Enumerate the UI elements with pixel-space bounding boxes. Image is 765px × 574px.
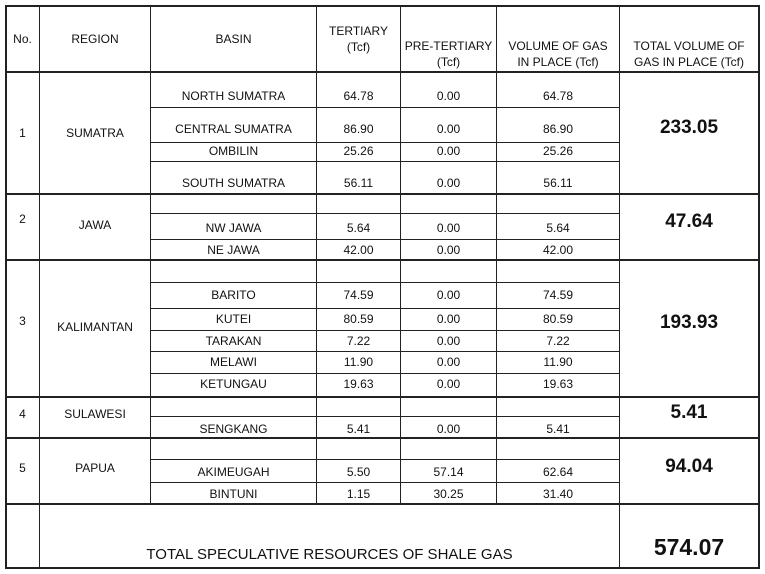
volume-value: 62.64 bbox=[542, 465, 574, 479]
grand-total-label: TOTAL SPECULATIVE RESOURCES OF SHALE GAS bbox=[146, 546, 513, 563]
basin-name: SOUTH SUMATRA bbox=[181, 176, 286, 190]
row-divider bbox=[150, 330, 620, 331]
basin-name: BARITO bbox=[211, 288, 256, 302]
header-total-volume: TOTAL VOLUME OF bbox=[633, 39, 745, 53]
row-divider bbox=[150, 308, 620, 309]
volume-value: 5.41 bbox=[546, 422, 570, 436]
row-divider bbox=[150, 351, 620, 352]
volume-value: 31.40 bbox=[542, 487, 574, 501]
table-border-right bbox=[758, 5, 760, 569]
region-total: 94.04 bbox=[665, 456, 713, 477]
pre-tertiary-value: 0.00 bbox=[436, 312, 461, 326]
tertiary-value: 56.11 bbox=[343, 176, 374, 190]
col-divider bbox=[39, 5, 40, 569]
table-border-top bbox=[5, 5, 760, 7]
tertiary-value: 80.59 bbox=[343, 312, 374, 326]
pre-tertiary-value: 0.00 bbox=[436, 334, 461, 348]
header-tertiary-unit: (Tcf) bbox=[346, 40, 371, 54]
volume-value: 74.59 bbox=[542, 288, 574, 302]
region-no: 4 bbox=[19, 407, 26, 421]
region-total: 193.93 bbox=[659, 312, 719, 333]
row-divider bbox=[150, 213, 620, 214]
volume-value: 5.64 bbox=[546, 221, 570, 235]
header-volume: VOLUME OF GAS bbox=[508, 39, 608, 53]
basin-name: BINTUNI bbox=[209, 487, 258, 501]
tertiary-value: 11.90 bbox=[343, 355, 374, 369]
volume-value: 19.63 bbox=[542, 377, 574, 391]
row-divider bbox=[150, 459, 620, 460]
header-volume-unit: IN PLACE (Tcf) bbox=[517, 55, 599, 69]
tertiary-value: 7.22 bbox=[346, 334, 371, 348]
region-name: SUMATRA bbox=[66, 126, 124, 140]
volume-value: 80.59 bbox=[542, 312, 574, 326]
volume-value: 42.00 bbox=[542, 243, 574, 257]
region-divider bbox=[5, 437, 760, 439]
basin-name: MELAWI bbox=[210, 355, 257, 369]
header-total-volume-unit: GAS IN PLACE (Tcf) bbox=[633, 55, 745, 69]
basin-name: CENTRAL SUMATRA bbox=[175, 122, 292, 136]
basin-name: SENGKANG bbox=[199, 422, 268, 436]
header-region: REGION bbox=[71, 32, 119, 46]
row-divider bbox=[150, 161, 620, 162]
row-divider bbox=[150, 373, 620, 374]
row-divider bbox=[150, 482, 620, 483]
volume-value: 7.22 bbox=[546, 334, 570, 348]
basin-name: KETUNGAU bbox=[200, 377, 267, 391]
row-divider bbox=[150, 142, 620, 143]
tertiary-value: 5.41 bbox=[346, 422, 371, 436]
volume-value: 64.78 bbox=[542, 89, 574, 103]
header-pre-tertiary-unit: (Tcf) bbox=[436, 55, 461, 69]
tertiary-value: 1.15 bbox=[346, 487, 371, 501]
table-border-bottom bbox=[5, 567, 760, 569]
header-pre-tertiary: PRE-TERTIARY bbox=[404, 39, 493, 53]
pre-tertiary-value: 0.00 bbox=[436, 176, 461, 190]
tertiary-value: 5.50 bbox=[346, 465, 371, 479]
volume-value: 56.11 bbox=[543, 176, 573, 190]
region-total: 5.41 bbox=[670, 402, 708, 423]
region-divider bbox=[5, 193, 760, 195]
row-divider bbox=[150, 107, 620, 108]
basin-name: KUTEI bbox=[215, 312, 252, 326]
pre-tertiary-value: 57.14 bbox=[433, 465, 464, 479]
pre-tertiary-value: 0.00 bbox=[436, 144, 461, 158]
tertiary-value: 74.59 bbox=[343, 288, 374, 302]
tertiary-value: 25.26 bbox=[343, 144, 374, 158]
grand-total-value: 574.07 bbox=[653, 534, 725, 560]
region-divider bbox=[5, 396, 760, 398]
pre-tertiary-value: 0.00 bbox=[436, 377, 461, 391]
header-tertiary: TERTIARY bbox=[329, 24, 388, 38]
col-divider bbox=[619, 5, 620, 569]
header-basin: BASIN bbox=[215, 32, 252, 46]
pre-tertiary-value: 0.00 bbox=[436, 243, 461, 257]
basin-name: OMBILIN bbox=[208, 144, 259, 158]
row-divider bbox=[150, 282, 620, 283]
volume-value: 11.90 bbox=[543, 355, 573, 369]
pre-tertiary-value: 0.00 bbox=[436, 122, 461, 136]
pre-tertiary-value: 30.25 bbox=[433, 487, 464, 501]
basin-name: NORTH SUMATRA bbox=[181, 89, 286, 103]
region-total: 47.64 bbox=[665, 211, 713, 232]
pre-tertiary-value: 0.00 bbox=[436, 89, 461, 103]
tertiary-value: 86.90 bbox=[343, 122, 374, 136]
region-total: 233.05 bbox=[659, 117, 719, 138]
region-divider bbox=[5, 259, 760, 261]
basin-name: NW JAWA bbox=[205, 221, 262, 235]
region-name: SULAWESI bbox=[64, 407, 126, 421]
header-divider bbox=[5, 71, 760, 73]
pre-tertiary-value: 0.00 bbox=[436, 221, 461, 235]
region-no: 2 bbox=[19, 212, 26, 226]
region-name: JAWA bbox=[78, 218, 112, 232]
region-divider bbox=[5, 503, 760, 505]
row-divider bbox=[150, 239, 620, 240]
volume-value: 25.26 bbox=[542, 144, 574, 158]
region-no: 1 bbox=[19, 126, 26, 140]
pre-tertiary-value: 0.00 bbox=[436, 288, 461, 302]
basin-name: TARAKAN bbox=[205, 334, 262, 348]
tertiary-value: 42.00 bbox=[343, 243, 374, 257]
tertiary-value: 64.78 bbox=[343, 89, 374, 103]
basin-name: NE JAWA bbox=[207, 243, 260, 257]
table-border-left bbox=[5, 5, 7, 569]
row-divider bbox=[150, 416, 620, 417]
volume-value: 86.90 bbox=[542, 122, 574, 136]
basin-name: AKIMEUGAH bbox=[197, 465, 270, 479]
region-no: 5 bbox=[19, 461, 26, 475]
tertiary-value: 19.63 bbox=[343, 377, 374, 391]
header-no: No. bbox=[13, 32, 32, 46]
region-name: PAPUA bbox=[75, 461, 115, 475]
tertiary-value: 5.64 bbox=[346, 221, 371, 235]
pre-tertiary-value: 0.00 bbox=[436, 422, 461, 436]
region-no: 3 bbox=[19, 314, 26, 328]
region-name: KALIMANTAN bbox=[57, 320, 133, 334]
pre-tertiary-value: 0.00 bbox=[436, 355, 461, 369]
